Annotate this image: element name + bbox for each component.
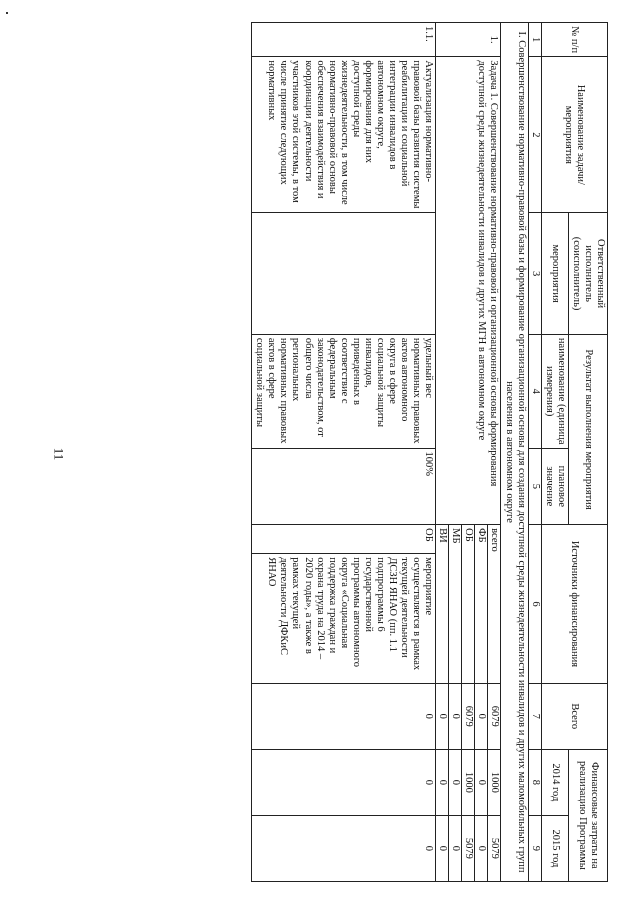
y2014-cell: 0 <box>449 750 462 815</box>
header-name: Наименование задачи/ мероприятия <box>541 57 607 213</box>
program-table <box>251 22 608 882</box>
total-cell: 6079 <box>462 684 475 749</box>
header-row-1 <box>568 23 607 882</box>
total-cell: 0 <box>449 684 462 749</box>
y2015-cell: 5079 <box>462 816 475 881</box>
colnum-4: 4 <box>528 334 541 448</box>
section-title: I. Совершенствование нормативно-правовой базы и формирование организационной основы для создания доступной среды жизнедеятельности инвалидов и других маломобильных групп населения в автономном округе <box>501 23 528 882</box>
y2015-cell: 5079 <box>488 816 501 881</box>
header-sources: Источники финансирования <box>541 525 607 684</box>
source-all: всего <box>488 525 501 683</box>
colnum-8: 8 <box>528 749 541 815</box>
header-result-planned: плановое значение <box>541 448 568 525</box>
y2015-cell: 0 <box>437 845 449 852</box>
task1-num: 1. <box>436 23 501 57</box>
item11-name: Актуализация нормативно-правовой базы развития системы реабилитации и социальной интеграции инвалидов в автономном округе, формирования для них доступной среды жизнедеятельности, в том числе нормативно-правовой основы обеспечения взаимодействия и координации деятельности участников этой системы, в том числе принятие следующих нормативных <box>252 57 436 213</box>
header-total: Всего <box>541 683 607 749</box>
header-executor-sub: мероприятия <box>541 213 568 335</box>
colnum-7: 7 <box>528 683 541 749</box>
header-2015: 2015 год <box>541 815 568 881</box>
section-row <box>501 23 528 882</box>
item11-result-name: удельный вес нормативных правовых актов автономного округа в сфере социальной защиты инвалидов, приведенных в соответствие с федеральным законодательством, от общего числа региональных нормативных правовых актов в сфере социальной защиты <box>252 334 436 448</box>
y2014-cell: 1000 <box>488 750 501 815</box>
task1-sources-list <box>436 525 500 683</box>
task1-2014 <box>436 749 501 815</box>
y2015-cell: 0 <box>475 816 488 881</box>
task1-text: Задача 1. Совершенствование нормативно-правовой и организационной основы формирования доступной среды жизнедеятельности инвалидов и других МГН в автономном округе <box>436 57 501 525</box>
header-result-name: наименование (единица измерения) <box>541 334 568 448</box>
item11-source: ОБ <box>252 525 436 554</box>
item11-source-note: мероприятие осуществляется в рамках текущей деятельности ДСЗН ЯНАО (пп. 1.1 подпрограммы 6 государственной программы автономного округа «Социальная поддержка граждан и охрана труда на 2014 – 2020 годы», а также в рамках текущей деятельности ДФКиС ЯНАО <box>252 554 436 684</box>
rotated-table-wrapper <box>72 0 632 905</box>
total-cell: 0 <box>475 684 488 749</box>
item11-row <box>252 23 436 882</box>
colnum-3: 3 <box>528 213 541 335</box>
column-number-row <box>528 23 541 882</box>
task1-total <box>436 683 501 749</box>
y2015-cell: 0 <box>449 816 462 881</box>
item11-2015: 0 <box>252 815 436 881</box>
task1-2015 <box>436 815 501 881</box>
y2014-cell: 0 <box>475 750 488 815</box>
item11-executor <box>252 213 436 335</box>
task1-sources <box>436 525 501 684</box>
item11-2014: 0 <box>252 749 436 815</box>
header-executor: Ответственный исполнитель (соисполнитель) <box>568 213 607 335</box>
y2014-cell: 0 <box>437 779 449 785</box>
page-content <box>72 0 632 905</box>
source-mb: МБ <box>449 525 462 683</box>
scan-dot <box>6 12 8 14</box>
header-num: № п/п <box>541 23 607 57</box>
colnum-2: 2 <box>528 57 541 213</box>
y2014-cell: 1000 <box>462 750 475 815</box>
colnum-5: 5 <box>528 448 541 525</box>
header-costs: Финансовые затраты на реализацию Программы <box>568 749 607 881</box>
item11-total: 0 <box>252 683 436 749</box>
header-2014: 2014 год <box>541 749 568 815</box>
source-fb: ФБ <box>475 525 488 683</box>
page-number: 11 <box>51 447 67 461</box>
colnum-6: 6 <box>528 525 541 684</box>
total-cell: 0 <box>437 713 449 719</box>
item11-num: 1.1. <box>252 23 436 57</box>
total-cell: 6079 <box>488 684 501 749</box>
item11-planned: 100% <box>252 448 436 525</box>
header-result: Результат выполнения мероприятия <box>568 334 607 524</box>
task1-row <box>436 23 501 882</box>
task1-2015-list <box>436 816 500 881</box>
colnum-9: 9 <box>528 815 541 881</box>
source-vi: ВИ <box>437 528 449 543</box>
colnum-1: 1 <box>528 23 541 57</box>
source-ob: ОБ <box>462 525 475 683</box>
task1-total-list <box>436 684 500 749</box>
task1-2014-list <box>436 750 500 815</box>
